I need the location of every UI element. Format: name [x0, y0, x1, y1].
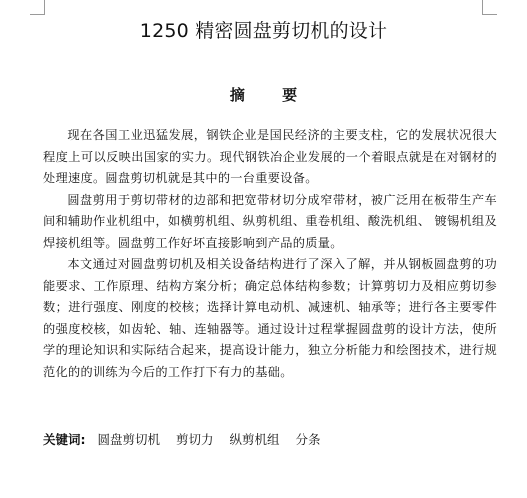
page-corner-mark-right — [482, 0, 497, 15]
keyword: 剪切力 — [175, 432, 214, 447]
abstract-heading: 摘 要 — [229, 86, 314, 104]
abstract-paragraph: 现在各国工业迅猛发展，钢铁企业是国民经济的主要支柱，它的发展状况很大程度上可以反映出国家的实力。现代钢铁冶企业发展的一个着眼点就是在对钢材的处理速度。圆盘剪切机就是其中的一台重要设备。 — [43, 128, 497, 185]
abstract-paragraph: 圆盘剪用于剪切带材的边部和把宽带材切分成窄带材，被广泛用在板带生产车间和辅助作业机组中，如横剪机组、纵剪机组、重卷机组、酸洗机组、 镀锡机组及焊接机组等。圆盘剪工作好坏直接影响到产品的质量。 — [43, 192, 497, 250]
keywords-line — [43, 430, 333, 448]
keyword: 圆盘剪切机 — [97, 432, 160, 447]
keywords-label: 关键词: — [43, 432, 86, 447]
keyword: 分条 — [295, 432, 321, 447]
page-corner-mark-left — [30, 0, 45, 15]
keyword: 纵剪机组 — [229, 432, 280, 447]
abstract-paragraph: 本文通过对圆盘剪切机及相关设备结构进行了深入了解，并从钢板圆盘剪的功能要求、工作原理、结构方案分析；确定总体结构参数；计算剪切力及相应剪切参数；进行强度、刚度的校核；选择计算电动机、减速机、轴承等；进行各主要零件的强度校核，如齿轮、轴、连轴器等。通过设计过程掌握圆盘剪的设计方法，使所学的理论知识和实际结合起来，提高设计能力，独立分析能力和绘图技术，进行规范化的的训练为今后的工作打下有力的基础。 — [43, 257, 497, 379]
document-title: 1250 精密圆盘剪切机的设计 — [139, 20, 388, 42]
abstract-body — [43, 125, 497, 383]
